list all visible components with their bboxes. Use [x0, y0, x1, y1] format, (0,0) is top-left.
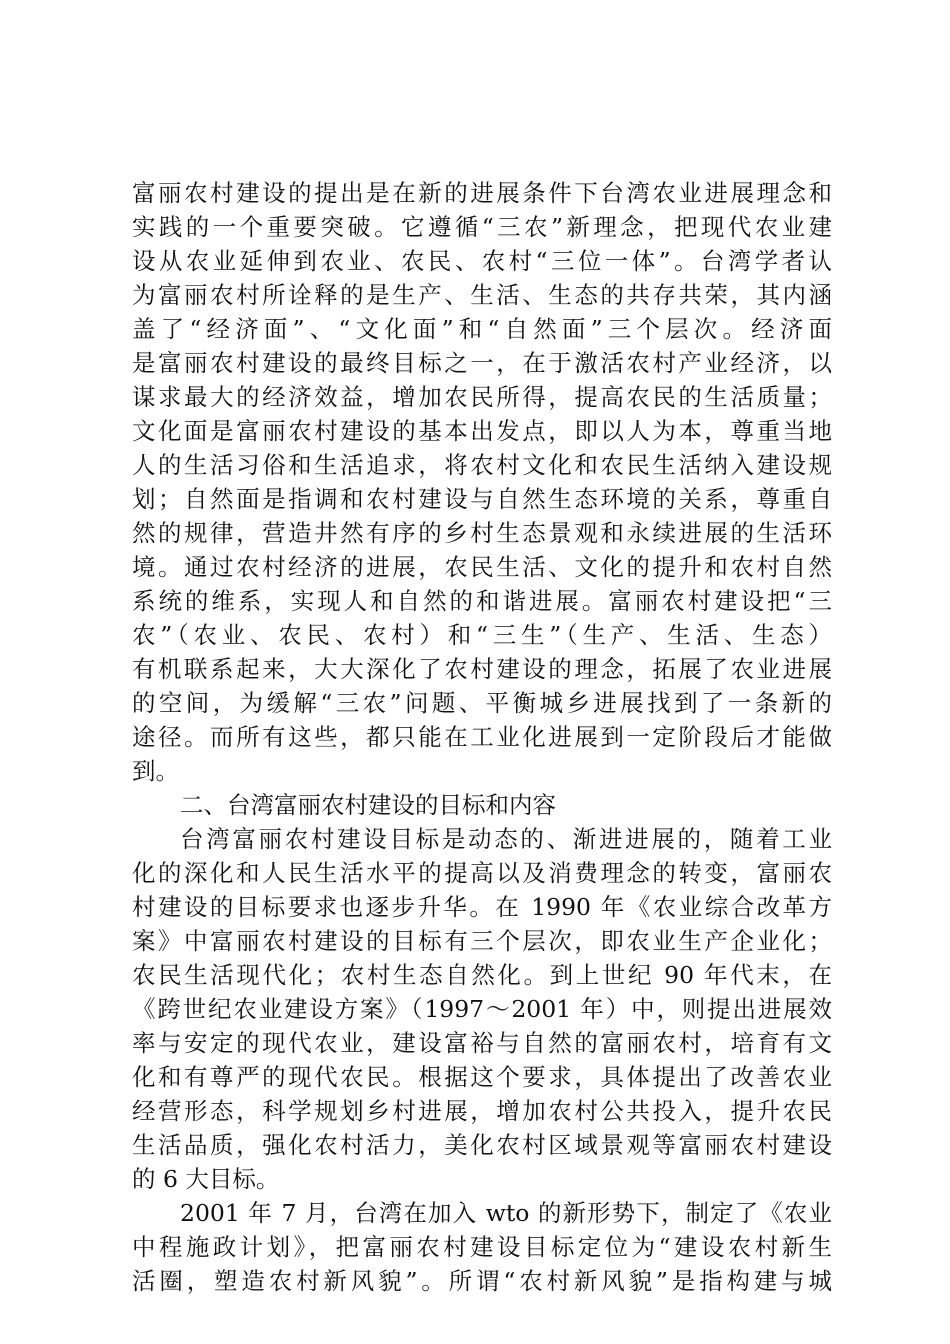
- text-line: 划；自然面是指调和农村建设与自然生态环境的关系，尊重自: [132, 485, 832, 513]
- text-line: 化和有尊严的现代农民。根据这个要求，具体提出了改善农业: [132, 1063, 832, 1091]
- text-line: 率与安定的现代农业，建设富裕与自然的富丽农村，培育有文: [132, 1029, 832, 1057]
- text-line: 农民生活现代化；农村生态自然化。到上世纪 90 年代末，在: [132, 961, 832, 989]
- text-line: 生活品质，强化农村活力，美化农村区域景观等富丽农村建设: [132, 1131, 832, 1159]
- text-line: 到。: [132, 757, 179, 785]
- text-line: 然的规律，营造井然有序的乡村生态景观和永续进展的生活环: [132, 519, 832, 547]
- text-line: 富丽农村建设的提出是在新的进展条件下台湾农业进展理念和: [132, 179, 832, 207]
- text-line: 系统的维系，实现人和自然的和谐进展。富丽农村建设把“三: [132, 587, 832, 615]
- text-line: 经营形态，科学规划乡村进展，增加农村公共投入，提升农民: [132, 1097, 832, 1125]
- text-line: 2001 年 7 月，台湾在加入 wto 的新形势下，制定了《农业: [180, 1199, 832, 1227]
- paragraph-2: [132, 822, 832, 1196]
- text-line: 为富丽农村所诠释的是生产、生活、生态的共存共荣，其内涵: [132, 281, 832, 309]
- text-line: 谋求最大的经济效益，增加农民所得，提高农民的生活质量；: [132, 383, 832, 411]
- text-line: 有机联系起来，大大深化了农村建设的理念，拓展了农业进展: [132, 655, 832, 683]
- text-line: 途径。而所有这些，都只能在工业化进展到一定阶段后才能做: [132, 723, 832, 751]
- paragraph-3: [132, 1196, 832, 1298]
- text-line: 台湾富丽农村建设目标是动态的、渐进进展的，随着工业: [180, 825, 832, 853]
- document-body: [132, 176, 832, 1298]
- text-line: 设从农业延伸到农业、农民、农村“三位一体”。台湾学者认: [132, 247, 832, 275]
- text-line: 活圈，塑造农村新风貌”。所谓“农村新风貌”是指构建与城: [132, 1267, 832, 1295]
- text-line: 境。通过农村经济的进展，农民生活、文化的提升和农村自然: [132, 553, 832, 581]
- text-line: 的空间，为缓解“三农”问题、平衡城乡进展找到了一条新的: [132, 689, 832, 717]
- paragraph-1: [132, 176, 832, 788]
- text-line: 《跨世纪农业建设方案》（1997～2001 年）中，则提出进展效: [132, 995, 832, 1023]
- text-line: 案》中富丽农村建设的目标有三个层次，即农业生产企业化；: [132, 927, 832, 955]
- text-line: 是富丽农村建设的最终目标之一，在于激活农村产业经济，以: [132, 349, 832, 377]
- text-line: 中程施政计划》，把富丽农村建设目标定位为“建设农村新生: [132, 1233, 832, 1261]
- text-line: 农”（农业、农民、农村）和“三生”（生产、生活、生态）: [132, 621, 832, 649]
- text-line: 村建设的目标要求也逐步升华。在 1990 年《农业综合改革方: [132, 893, 832, 921]
- text-line: 文化面是富丽农村建设的基本出发点，即以人为本，尊重当地: [132, 417, 832, 445]
- section-heading: 二、台湾富丽农村建设的目标和内容: [180, 791, 556, 819]
- text-line: 盖了“经济面”、“文化面”和“自然面”三个层次。经济面: [132, 315, 832, 343]
- text-line: 人的生活习俗和生活追求，将农村文化和农民生活纳入建设规: [132, 451, 832, 479]
- text-line: 化的深化和人民生活水平的提高以及消费理念的转变，富丽农: [132, 859, 832, 887]
- text-line: 实践的一个重要突破。它遵循“三农”新理念，把现代农业建: [132, 213, 832, 241]
- text-line: 的 6 大目标。: [132, 1165, 280, 1193]
